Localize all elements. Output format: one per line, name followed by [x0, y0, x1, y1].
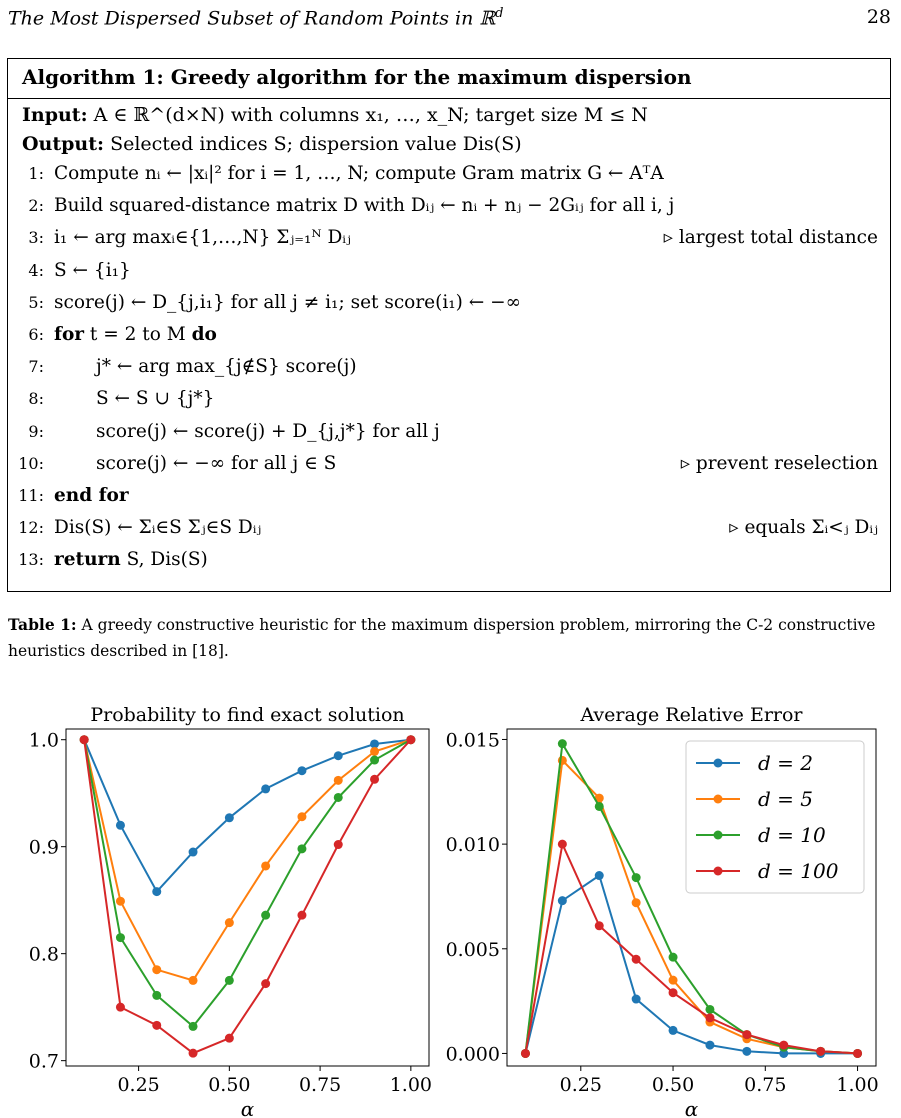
data-point: [669, 988, 678, 997]
data-point: [705, 1041, 714, 1050]
algorithm-step: [16, 356, 878, 386]
step-number: 6:: [28, 325, 44, 344]
data-point: [742, 1047, 751, 1056]
step-text: return S, Dis(S): [54, 549, 208, 571]
data-point: [225, 918, 234, 927]
x-tick-label: 0.25: [559, 1074, 602, 1096]
legend-marker: [714, 831, 723, 840]
step-text: S ← {i₁}: [54, 259, 131, 281]
data-point: [334, 793, 343, 802]
step-text: end for: [54, 485, 129, 506]
algorithm-title: Algorithm 1: Greedy algorithm for the maximum dispersion: [22, 65, 692, 89]
step-text: i₁ ← arg maxᵢ∈{1,…,N} Σⱼ₌₁ᴺ Dᵢⱼ: [54, 227, 351, 249]
data-point: [705, 1013, 714, 1022]
algorithm-step: [16, 421, 878, 451]
step-comment: ▹ prevent reselection: [680, 452, 878, 474]
step-text: Build squared-distance matrix D with Dᵢⱼ ← nᵢ + nⱼ − 2Gᵢⱼ for all i, j: [54, 195, 675, 217]
data-point: [334, 840, 343, 849]
legend-label: d = 100: [758, 859, 839, 883]
x-axis-label: α: [684, 1097, 699, 1118]
data-point: [742, 1030, 751, 1039]
data-point: [80, 735, 89, 744]
y-tick-label: 0.8: [28, 943, 59, 966]
algorithm-box: [7, 58, 891, 592]
step-text: j* ← arg max_{j∉S} score(j): [96, 356, 357, 378]
step-number: 7:: [28, 357, 44, 377]
algorithm-step: [16, 453, 878, 483]
data-point: [189, 1049, 198, 1058]
data-point: [225, 976, 234, 985]
algorithm-step: [16, 292, 878, 322]
data-point: [632, 898, 641, 907]
step-text: Dis(S) ← Σᵢ∈S Σⱼ∈S Dᵢⱼ: [54, 517, 262, 539]
data-point: [189, 1022, 198, 1031]
y-tick-label: 0.7: [28, 1050, 59, 1073]
data-point: [816, 1047, 825, 1056]
y-tick-label: 0.000: [445, 1043, 500, 1066]
y-tick-label: 0.015: [445, 729, 500, 752]
step-text: score(j) ← −∞ for all j ∈ S: [96, 452, 337, 474]
step-number: 2:: [28, 196, 44, 216]
algorithm-step: [16, 195, 878, 225]
data-point: [261, 784, 270, 793]
page-header: [8, 6, 891, 36]
algorithm-input: Input: A ∈ ℝ^(d×N) with columns x₁, …, x_N; target size M ≤ N: [22, 104, 648, 126]
step-number: 5:: [28, 292, 44, 312]
legend-label: d = 5: [758, 787, 813, 811]
step-number: 11:: [18, 486, 44, 505]
data-point: [595, 802, 604, 811]
data-point: [558, 739, 567, 748]
step-number: 8:: [28, 389, 44, 409]
legend-marker: [714, 759, 723, 768]
data-point: [370, 756, 379, 765]
data-point: [779, 1041, 788, 1050]
step-number: 12:: [18, 518, 44, 538]
running-title: The Most Dispersed Subset of Random Points in ℝ$^d$: [8, 6, 504, 30]
data-point: [370, 775, 379, 784]
data-point: [370, 747, 379, 756]
data-point: [261, 979, 270, 988]
step-text: score(j) ← score(j) + D_{j,j*} for all j: [96, 420, 440, 442]
algorithm-rule: [8, 98, 890, 99]
step-number: 9:: [28, 421, 44, 441]
data-point: [705, 1005, 714, 1014]
data-point: [632, 873, 641, 882]
algorithm-step: [16, 388, 878, 418]
data-point: [261, 911, 270, 920]
step-number: 1:: [28, 164, 44, 183]
x-tick-label: 0.75: [744, 1074, 787, 1096]
data-point: [152, 887, 161, 896]
data-point: [297, 812, 306, 821]
data-point: [152, 965, 161, 974]
x-tick-label: 0.25: [117, 1074, 160, 1096]
algorithm-step: [16, 163, 878, 193]
data-point: [261, 861, 270, 870]
x-tick-label: 0.50: [651, 1074, 695, 1096]
algorithm-step: [16, 260, 878, 290]
legend-marker: [714, 795, 723, 804]
x-tick-label: 1.00: [389, 1074, 433, 1096]
data-point: [595, 921, 604, 930]
y-tick-label: 0.9: [28, 836, 59, 859]
x-tick-label: 1.00: [836, 1074, 879, 1096]
chart-title: Average Relative Error: [580, 704, 803, 726]
data-point: [225, 1034, 234, 1043]
x-axis-label: α: [240, 1097, 255, 1118]
algorithm-step: [16, 324, 878, 354]
chart-title: Probability to find exact solution: [90, 704, 405, 726]
x-tick-label: 0.75: [298, 1074, 342, 1096]
page-number: 28: [866, 6, 891, 28]
data-point: [297, 844, 306, 853]
data-point: [225, 813, 234, 822]
data-point: [406, 735, 415, 744]
step-number: 10:: [18, 453, 44, 473]
step-number: 4:: [28, 260, 44, 280]
data-point: [558, 896, 567, 905]
series-line: [84, 740, 411, 1053]
step-text: Compute nᵢ ← |xᵢ|² for i = 1, …, N; compute Gram matrix G ← AᵀA: [54, 163, 664, 184]
table-caption: Table 1: A greedy constructive heuristic for the maximum dispersion problem, mirroring the C-2 constructive heuristics described in [18].: [8, 615, 876, 660]
step-number: 3:: [28, 228, 44, 248]
data-point: [595, 871, 604, 880]
data-point: [116, 1003, 125, 1012]
legend-label: d = 10: [758, 823, 826, 847]
data-point: [632, 955, 641, 964]
algorithm-step: [16, 227, 878, 257]
data-point: [297, 766, 306, 775]
x-tick-label: 0.50: [208, 1074, 251, 1096]
legend-label: d = 2: [758, 751, 813, 775]
step-comment: ▹ equals Σᵢ<ⱼ Dᵢⱼ: [729, 517, 878, 539]
y-tick-label: 0.010: [445, 834, 500, 857]
data-point: [632, 995, 641, 1004]
data-point: [116, 933, 125, 942]
data-point: [521, 1049, 530, 1058]
data-point: [116, 897, 125, 906]
step-comment: ▹ largest total distance: [663, 227, 878, 249]
step-text: score(j) ← D_{j,i₁} for all j ≠ i₁; set score(i₁) ← −∞: [54, 291, 522, 313]
data-point: [669, 976, 678, 985]
series-line: [84, 740, 411, 981]
algorithm-step: [16, 485, 878, 515]
data-point: [853, 1049, 862, 1058]
data-point: [189, 848, 198, 857]
data-point: [334, 776, 343, 785]
data-point: [669, 1026, 678, 1035]
algorithm-step: [16, 517, 878, 547]
algorithm-output: Output: Selected indices S; dispersion value Dis(S): [22, 133, 522, 155]
series-line: [526, 876, 858, 1054]
series-line: [84, 740, 411, 1027]
data-point: [189, 976, 198, 985]
data-point: [152, 991, 161, 1000]
y-tick-label: 0.005: [445, 938, 500, 961]
y-tick-label: 1.0: [28, 729, 59, 752]
figure-charts: [0, 696, 901, 1118]
data-point: [334, 751, 343, 760]
step-text: for t = 2 to M do: [54, 324, 217, 345]
step-number: 13:: [18, 550, 44, 570]
data-point: [558, 840, 567, 849]
data-point: [116, 821, 125, 830]
data-point: [297, 911, 306, 920]
step-text: S ← S ∪ {j*}: [96, 388, 215, 410]
algorithm-step: [16, 549, 878, 579]
data-point: [669, 953, 678, 962]
legend-marker: [714, 867, 723, 876]
data-point: [152, 1021, 161, 1030]
